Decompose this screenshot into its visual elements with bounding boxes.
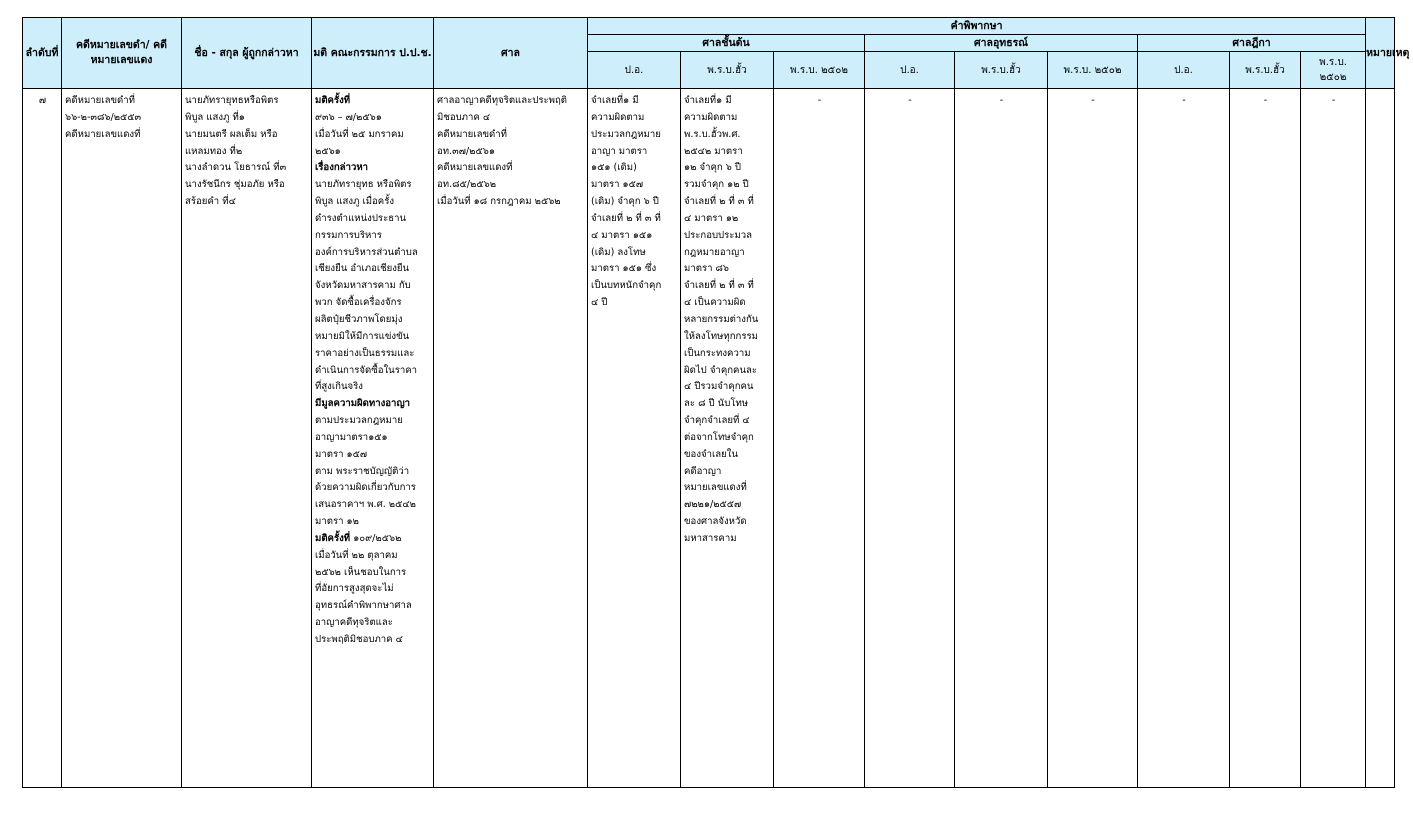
fi-bid-line: ให้ลงโทษทุกกรรม (684, 330, 758, 342)
resolution-line: ผลิตปุ๋ยชีวภาพโดยมุ่ง (315, 313, 403, 325)
accused-line: นางลำดวน โยธารณ์ ที่๓ (185, 162, 287, 174)
dash: - (999, 95, 1004, 106)
cell-sc-criminal (1138, 89, 1230, 788)
fi-bid-line: พ.ร.บ.ฮั้วพ.ศ. (684, 128, 741, 140)
cell-seq: ๗ (23, 89, 62, 788)
fi-criminal-line: จำเลยที่ ๒ ที่ ๓ ที่ (591, 212, 661, 224)
subheader-ap-bid-act: พ.ร.บ.ฮั้ว (955, 52, 1048, 89)
resolution-line: เชียงยืน อำเภอเชียงยืน (315, 263, 410, 275)
fi-bid-line: ความผิดตาม (684, 111, 738, 123)
cell-accused (182, 89, 312, 788)
cell-case-no (62, 89, 182, 788)
resolution-line: มาตรา ๑๕๗ (315, 448, 368, 460)
resolution-line: เมื่อวันที่ ๒๕ มกราคม (315, 128, 404, 140)
case-line: ๖๖-๒-๓๘๖/๒๕๕๓ (65, 111, 142, 123)
resolution-line: ๒๕๖๑ (315, 145, 341, 157)
court-line: คดีหมายเลขแดงที่ (437, 162, 513, 174)
fi-bid-line: ละ ๘ ปี นับโทษ (684, 398, 749, 410)
resolution-line: ที่อัยการสูงสุดจะไม่ (315, 583, 394, 595)
fi-bid-line: กฎหมายอาญา (684, 246, 745, 258)
resolution-rest: ๑๐๙/๒๕๖๒ (350, 532, 402, 544)
case-table (22, 17, 1410, 788)
fi-bid-line: ต่อจากโทษจำคุก (684, 431, 754, 443)
resolution-line: นายภัทรายุทธ หรือพิตร (315, 179, 412, 191)
fi-bid-line: มหาสารคาม (684, 532, 737, 544)
cell-ap-bid-act (955, 89, 1048, 788)
subheader-fi-criminal: ป.อ. (588, 52, 681, 89)
resolution-line: อาญามาตรา๑๕๑ (315, 431, 388, 443)
accused-line: นางรัชนีกร ชุ่มอภัย หรือ (185, 179, 285, 191)
accused-line: พิบูล แสงภู ที่๑ (185, 111, 245, 123)
fi-bid-line: ๔ มาตรา ๑๒ (684, 212, 739, 224)
fi-bid-line: เป็นกระทงความ (684, 347, 751, 359)
fi-criminal-line: (เดิม) ลงโทษ (591, 246, 646, 258)
fi-criminal-line: (เดิม) จำคุก ๖ ปี (591, 196, 659, 208)
resolution-line: ตามประมวลกฎหมาย (315, 415, 403, 427)
fi-criminal-line: ๑๕๑ (เดิม) (591, 162, 637, 174)
fi-bid-line: ๔ ปีรวมจำคุกคน (684, 381, 754, 393)
fi-bid-line: จำคุกจำเลยที่ ๔ (684, 415, 750, 427)
header-appeal: ศาลอุทธรณ์ (865, 35, 1138, 52)
resolution-bold-prefix: มติครั้งที่ (315, 532, 351, 544)
subheader-ap-criminal: ป.อ. (865, 52, 955, 89)
fi-criminal-line: มาตรา ๑๕๗ (591, 179, 644, 191)
court-line: อท.๘๕/๒๕๖๒ (437, 179, 497, 191)
cell-sc-bid-act (1230, 89, 1301, 788)
header-seq: ลำดับที่ (23, 18, 62, 89)
subheader-sc-act-2502 (1301, 52, 1366, 89)
dash: - (1091, 95, 1095, 106)
resolution-line: พิบูล แสงภู เมื่อครั้ง (315, 196, 395, 208)
resolution-line: อาญาคดีทุจริตและ (315, 617, 393, 629)
resolution-line: ที่สูงเกินจริง (315, 381, 363, 393)
resolution-line: ดำเนินการจัดซื้อในราคา (315, 364, 418, 376)
fi-bid-line: จำเลยที่ ๒ ที่ ๓ ที่ (684, 196, 754, 208)
fi-bid-line: รวมจำคุก ๑๒ ปี (684, 179, 749, 191)
court-line: คดีหมายเลขดำที่ (437, 128, 507, 140)
subheader-fi-bid-act: พ.ร.บ.ฮั้ว (681, 52, 774, 89)
resolution-line: เสนอราคาฯ พ.ศ. ๒๕๔๒ (315, 499, 416, 511)
subheader-fi-act-2502: พ.ร.บ. ๒๕๐๒ (774, 52, 865, 89)
fi-bid-line: ๔ เป็นความผิด (684, 297, 746, 309)
fi-bid-line: ๗๒๒๑/๒๕๕๗ (684, 499, 742, 511)
resolution-line: จังหวัดมหาสารคาม กับ (315, 280, 411, 292)
fi-bid-line: หลายกรรมต่างกัน (684, 313, 759, 325)
resolution-line: ดำรงตำแหน่งประธาน (315, 212, 407, 224)
fi-bid-line: จำเลยที่๑ มี (684, 95, 732, 106)
resolution-line: เมื่อวันที่ ๒๒ ตุลาคม (315, 549, 398, 561)
fi-criminal-line: เป็นบทหนักจำคุก (591, 280, 662, 292)
header-remarks: หมายเหตุ (1366, 18, 1395, 89)
subheader-sc-bid-act: พ.ร.บ.ฮั้ว (1230, 52, 1301, 89)
accused-line: แหลมทอง ที่๒ (185, 145, 243, 157)
resolution-line: มีมูลความผิดทางอาญา (315, 398, 411, 410)
fi-bid-line: หมายเลขแดงที่ (684, 482, 747, 494)
subheader-sc-act-2502-line1: พ.ร.บ. (1319, 57, 1347, 68)
accused-line: สร้อยคำ ที่๔ (185, 196, 236, 208)
resolution-line: ๙๓๖ – ๗/๒๕๖๑ (315, 111, 382, 123)
cell-resolution (312, 89, 434, 788)
court-line: มิชอบภาค ๔ (437, 111, 491, 123)
resolution-line: หมายมิให้มีการแข่งขัน (315, 330, 410, 342)
fi-criminal-line: จำเลยที่๑ มี (591, 95, 639, 106)
header-case-no: คดีหมายเลขดำ/ คดีหมายเลขแดง (62, 18, 182, 89)
fi-criminal-line: ๔ ปี (591, 297, 608, 309)
fi-criminal-line: ประมวลกฎหมาย (591, 128, 661, 140)
fi-bid-line: คดีอาญา (684, 465, 722, 477)
fi-bid-line: ของศาลจังหวัด (684, 516, 747, 528)
cell-sc-act-2502 (1301, 89, 1366, 788)
dash: - (908, 95, 912, 106)
court-line: ศาลอาญาคดีทุจริตและประพฤติ (437, 95, 568, 106)
court-line: เมื่อวันที่ ๑๘ กรกฎาคม ๒๕๖๒ (437, 196, 561, 208)
resolution-line: ราคาอย่างเป็นธรรมและ (315, 347, 415, 359)
fi-criminal-line: ๔ มาตรา ๑๕๑ (591, 229, 653, 241)
header-first-instance: ศาลชั้นต้น (588, 35, 865, 52)
header-court: ศาล (434, 18, 588, 89)
fi-bid-line: ๑๒ จำคุก ๖ ปี (684, 162, 741, 174)
fi-bid-line: ๒๕๔๒ มาตรา (684, 145, 743, 157)
table-row (23, 89, 1395, 788)
resolution-line: ตาม พระราชบัญญัติว่า (315, 465, 410, 477)
accused-line: นายภัทรายุทธหรือพิตร (185, 95, 279, 106)
fi-bid-line: มาตรา ๘๖ (684, 263, 730, 275)
resolution-line: อุทธรณ์คำพิพากษาศาล (315, 600, 412, 612)
cell-remarks (1366, 89, 1395, 788)
resolution-line (315, 531, 431, 548)
resolution-line: เรื่องกล่าวหา (315, 162, 369, 174)
fi-bid-line: ของจำเลยใน (684, 448, 739, 460)
case-line: คดีหมายเลขแดงที่ (65, 128, 141, 140)
subheader-ap-act-2502: พ.ร.บ. ๒๕๐๒ (1048, 52, 1138, 89)
header-resolution: มติ คณะกรรมการ ป.ป.ช. (312, 18, 434, 89)
fi-criminal-line: มาตรา ๑๕๑ ซึ่ง (591, 263, 657, 275)
resolution-line: พวก จัดซื้อเครื่องจักร (315, 297, 402, 309)
cell-fi-criminal (588, 89, 681, 788)
resolution-line: กรรมการบริหาร (315, 229, 382, 241)
cell-ap-criminal (865, 89, 955, 788)
dash: - (1331, 95, 1336, 106)
resolution-line: มาตรา ๑๒ (315, 516, 359, 528)
accused-line: นายมนตรี ผลเต็ม หรือ (185, 128, 278, 140)
header-judgment: คำพิพากษา (588, 18, 1366, 35)
resolution-line: องค์การบริหารส่วนตำบล (315, 246, 418, 258)
fi-criminal-line: อาญา มาตรา (591, 145, 648, 157)
fi-bid-line: ประกอบประมวล (684, 229, 753, 241)
resolution-line: ประพฤติมิชอบภาค ๔ (315, 634, 403, 645)
fi-criminal-line: ความผิดตาม (591, 111, 645, 123)
dash: - (1182, 95, 1186, 106)
fi-bid-line: จำเลยที่ ๒ ที่ ๓ ที่ (684, 280, 754, 292)
resolution-line: ด้วยความผิดเกี่ยวกับการ (315, 482, 416, 494)
resolution-line: มติครั้งที่ (315, 95, 351, 106)
fi-bid-line: ผิดไป จำคุกคนละ (684, 364, 758, 376)
subheader-sc-criminal: ป.อ. (1138, 52, 1230, 89)
cell-ap-act-2502 (1048, 89, 1138, 788)
dash: - (1263, 95, 1268, 106)
dash: - (817, 95, 822, 106)
cell-court (434, 89, 588, 788)
subheader-sc-act-2502-line2: ๒๕๐๒ (1319, 72, 1347, 83)
header-accused: ชื่อ - สกุล ผู้ถูกกล่าวหา (182, 18, 312, 89)
header-supreme: ศาลฎีกา (1138, 35, 1366, 52)
cell-fi-act-2502 (774, 89, 865, 788)
court-line: อท.๓๗/๒๕๖๑ (437, 145, 495, 157)
cell-fi-bid-act (681, 89, 774, 788)
resolution-line: ๒๕๖๒ เห็นชอบในการ (315, 566, 407, 578)
case-line: คดีหมายเลขดำที่ (65, 95, 135, 106)
